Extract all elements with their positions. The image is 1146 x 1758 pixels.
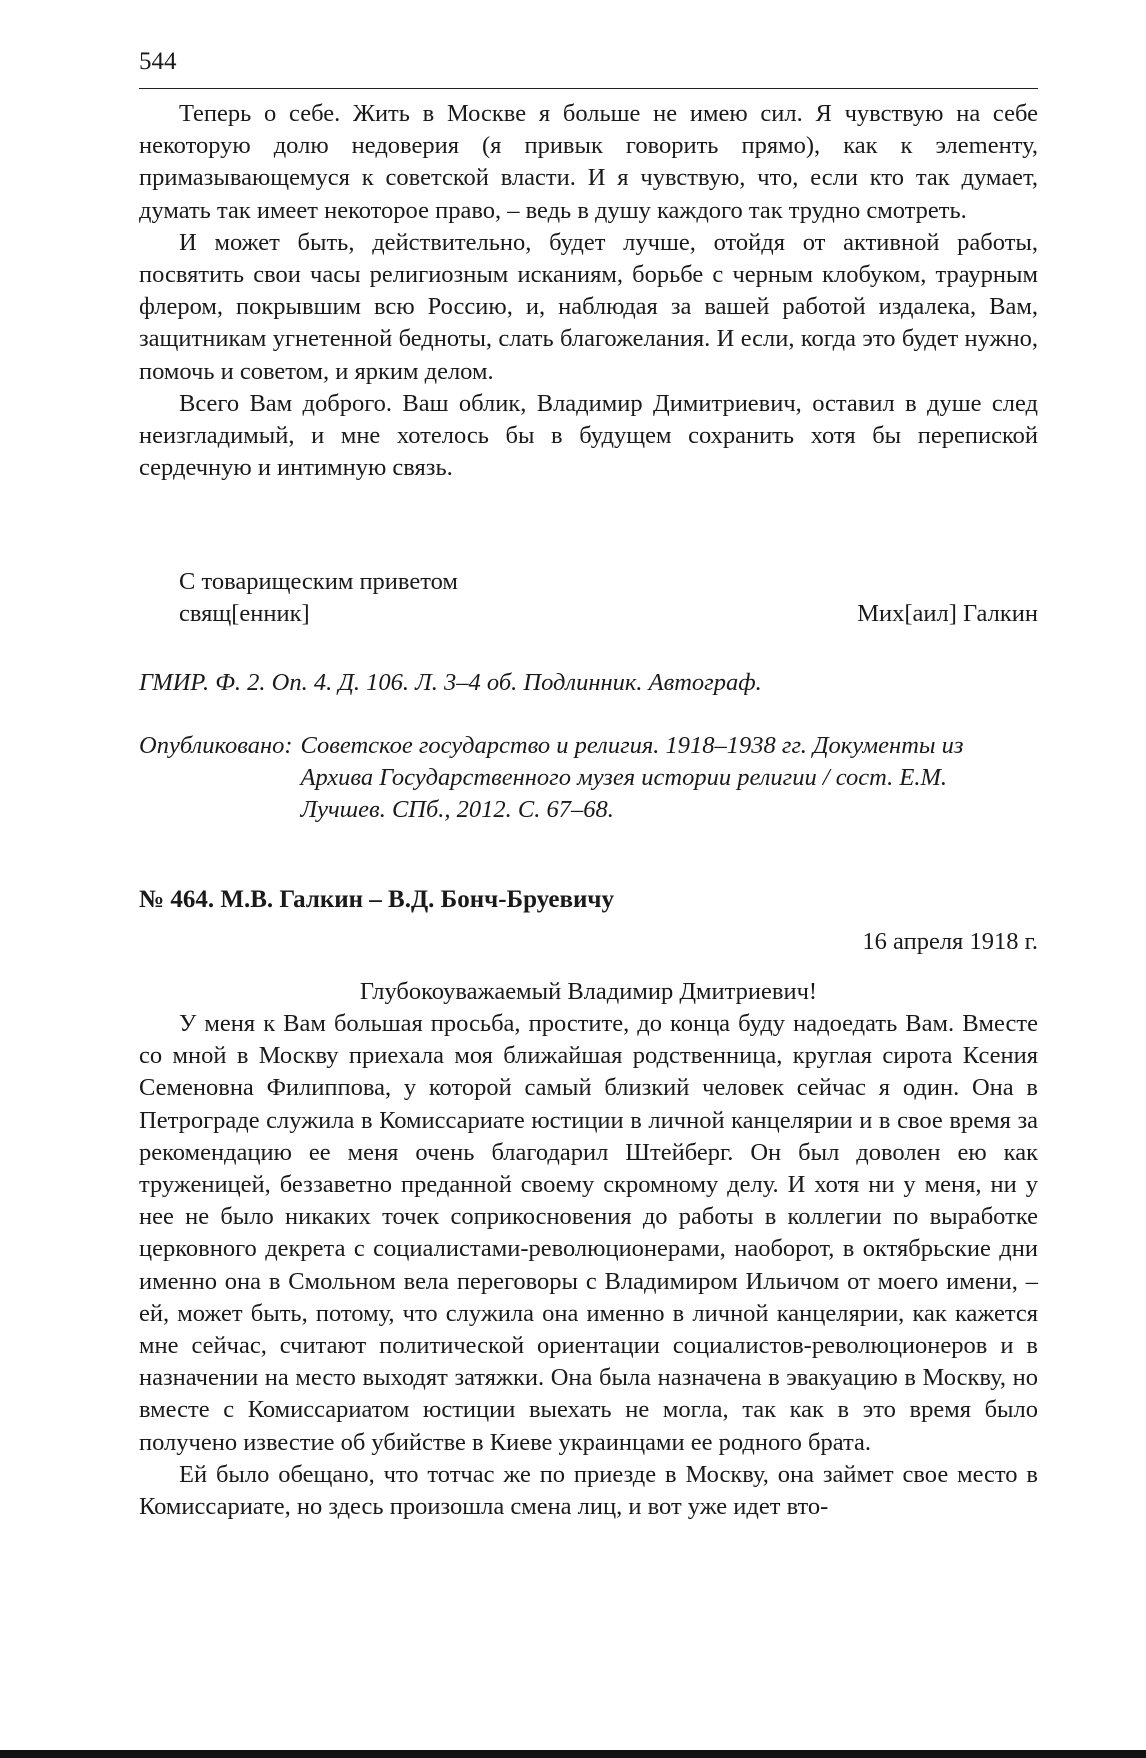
archive-reference: ГМИР. Ф. 2. Оп. 4. Д. 106. Л. 3–4 об. Подлинник. Автограф. [139,669,762,696]
letter-paragraph: Теперь о себе. Жить в Москве я больше не имею сил. Я чувствую на себе некоторую долю недоверия (я привык говорить прямо), как к элеmенту, примазывающемуся к советской власти. И я чувствую, что, если кто так думает, думать так имеет некоторое право, – ведь в душу каждого так трудно смотреть. [139,100,1038,224]
closing-text: С товарищеским приветом [179,568,458,595]
page-bottom-edge [0,1750,1146,1758]
letter-ending [139,98,1038,484]
page-number: 544 [139,48,177,75]
letter-paragraph: Всего Вам доброго. Ваш облик, Владимир Димитриевич, оставил в душе след неизгладимый, и мне хотелось бы в будущем сохранить хотя бы перепиской сердечную и интимную связь. [139,389,1038,482]
document-body [139,1008,1038,1523]
signature-line [139,598,1038,630]
document-heading: № 464. М.В. Галкин – В.Д. Бонч-Бруевичу [139,886,614,913]
document-paragraph: Ей было обещано, что тотчас же по приезде в Москву, она займет свое место в Комиссариате, но здесь произошла смена лиц, и вот уже идет вто- [139,1460,1038,1521]
closing-line [139,566,1038,598]
letter-paragraph: И может быть, действительно, будет лучше, отойдя от активной работы, посвятить свои часы религиозным исканиям, борьбе с черным клобуком, траурным флером, покрывшим всю Россию, и, наблюдая за вашей работой издалека, Вам, защитникам угнетенной бедноты, слать благожелания. И если, когда это будет нужно, помочь и советом, и ярким делом. [139,228,1038,385]
published-label: Опубликовано: [139,732,293,759]
letter-closing-block [139,566,1038,630]
signature-name: Мих[аил] Галкин [857,600,1038,628]
publication-note [139,730,1038,827]
header-rule [139,88,1038,89]
document-date: 16 апреля 1918 г. [862,928,1038,955]
letter-salutation: Глубокоуважаемый Владимир Дмитриевич! [359,978,818,1005]
document-paragraph: У меня к Вам большая просьба, простите, до конца буду надоедать Вам. Вместе со мной в Москву приехала моя ближайшая родственница, круглая сирота Ксения Семеновна Филиппова, у которой самый близкий человек сейчас я один. Она в Петрограде служила в Комиссариате юстиции в личной канцелярии и в свое время за рекомендацию ее меня очень благодарил Штейберг. Он был доволен ею как труженицей, беззаветно преданной своему скромному делу. И хотя ни у меня, ни у нее не было никаких точек соприкосновения до работы в коллегии по выработке церковного декрета с социалистами-революционерами, наоборот, в октябрьские дни именно она в Смольном вела переговоры с Владимиром Ильичом от моего имени, – ей, может быть, потому, что служила она именно в личной канцелярии, как кажется мне сейчас, считают политической ориентации социалистов-революционеров и в назначении на место выходят затяжки. Она была назначена в эвакуацию в Москву, но вместе с Комиссариатом юстиции выехать не могла, так как в это время было получено известие об убийстве в Киеве украинцами ее родного брата. [139,1010,1038,1456]
signature-title: свящ[енник] [179,600,310,628]
published-source: Советское государство и религия. 1918–1938 гг. Документы из Архива Государственного музея истории религии / сост. Е.М. Лучшев. СПб., 2012. С. 67–68. [300,732,964,824]
